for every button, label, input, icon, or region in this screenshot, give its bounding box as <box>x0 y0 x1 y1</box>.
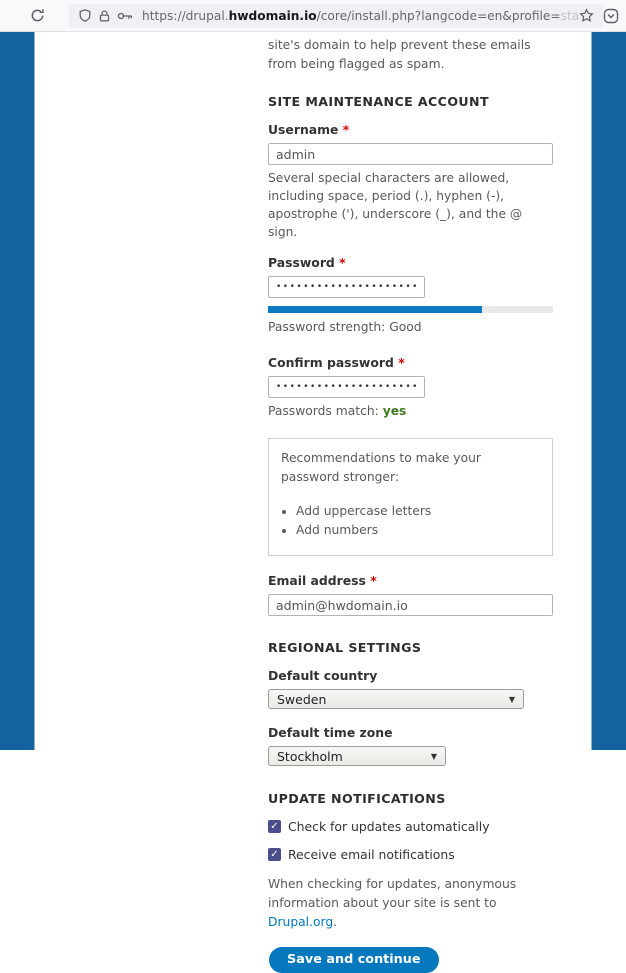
default-country-label: Default country <box>268 668 378 683</box>
required-asterisk: * <box>398 355 405 370</box>
username-input[interactable] <box>268 143 553 165</box>
recommendation-item: • Add numbers <box>296 521 540 540</box>
password-field <box>268 255 553 336</box>
section-heading-regional-settings: REGIONAL SETTINGS <box>268 640 422 655</box>
recommendations-title: Recommendations to make your password stronger: <box>281 451 481 484</box>
email-notifications-label: Receive email notifications <box>288 847 455 862</box>
pocket-icon[interactable] <box>603 8 619 24</box>
default-country-select[interactable] <box>268 689 524 709</box>
default-country-field <box>268 668 553 709</box>
password-strength-bar <box>268 306 553 313</box>
updates-privacy-note: When checking for updates, anonymous information about your site is sent to Drupal.org. <box>268 877 517 929</box>
check-icon: ✓ <box>270 821 279 832</box>
installer-content-card <box>34 32 592 967</box>
check-updates-label: Check for updates automatically <box>288 819 490 834</box>
url-path-truncated: sta <box>560 8 580 23</box>
required-asterisk: * <box>342 122 350 137</box>
url-scheme: https://drupal. <box>142 8 229 23</box>
password-recommendations-box <box>268 438 553 556</box>
shield-icon[interactable] <box>78 8 92 23</box>
default-timezone-field <box>268 725 553 766</box>
url-text[interactable] <box>142 9 579 23</box>
chevron-down-icon: ▼ <box>430 751 437 761</box>
bookmark-star-icon[interactable] <box>579 8 594 23</box>
reload-icon[interactable] <box>30 8 45 23</box>
confirm-password-field <box>268 355 553 420</box>
recommendation-item: • Add uppercase letters <box>296 502 540 521</box>
check-updates-checkbox[interactable] <box>268 820 281 833</box>
key-icon[interactable] <box>117 10 133 22</box>
default-timezone-select[interactable] <box>268 746 446 766</box>
url-domain: hwdomain.io <box>228 8 317 23</box>
email-notifications-checkbox[interactable] <box>268 848 281 861</box>
email-label: Email address * <box>268 573 377 588</box>
drupal-org-link[interactable]: Drupal.org <box>268 915 334 929</box>
check-icon: ✓ <box>270 849 279 860</box>
username-description: Several special characters are allowed, including space, period (.), hyphen (-), apostrophe ('), underscore (_), and the @ sign. <box>268 171 523 239</box>
default-country-value: Sweden <box>277 691 327 707</box>
confirm-password-label: Confirm password * <box>268 355 405 370</box>
intro-text: site's domain to help prevent these emails from being flagged as spam. <box>268 38 531 71</box>
email-input[interactable] <box>268 594 553 616</box>
default-timezone-value: Stockholm <box>277 748 343 764</box>
save-and-continue-button[interactable]: Save and continue <box>269 947 439 973</box>
check-updates-row <box>268 819 553 834</box>
chevron-down-icon: ▼ <box>508 694 515 704</box>
password-input[interactable] <box>268 276 425 298</box>
username-field <box>268 122 553 241</box>
confirm-password-input[interactable] <box>268 376 425 398</box>
password-strength-text: Password strength: Good <box>268 320 422 334</box>
passwords-match-value: yes <box>382 404 407 418</box>
username-label: Username * <box>268 122 350 137</box>
browser-toolbar <box>0 0 626 32</box>
password-label: Password * <box>268 255 346 270</box>
lock-icon[interactable] <box>98 9 111 23</box>
required-asterisk: * <box>339 255 346 270</box>
section-heading-update-notifications: UPDATE NOTIFICATIONS <box>268 791 446 806</box>
url-bar[interactable] <box>69 4 603 28</box>
email-field-wrapper <box>268 573 553 616</box>
required-asterisk: * <box>370 573 377 588</box>
recommendations-list <box>281 502 540 540</box>
passwords-match-text: Passwords match: yes <box>268 404 407 418</box>
password-strength-fill <box>268 306 482 313</box>
email-notifications-row <box>268 847 553 862</box>
default-timezone-label: Default time zone <box>268 725 393 740</box>
installer-page-background <box>0 32 626 967</box>
section-heading-site-maintenance-account: SITE MAINTENANCE ACCOUNT <box>268 94 489 109</box>
url-path: /core/install.php?langcode=en&profile= <box>316 8 561 23</box>
